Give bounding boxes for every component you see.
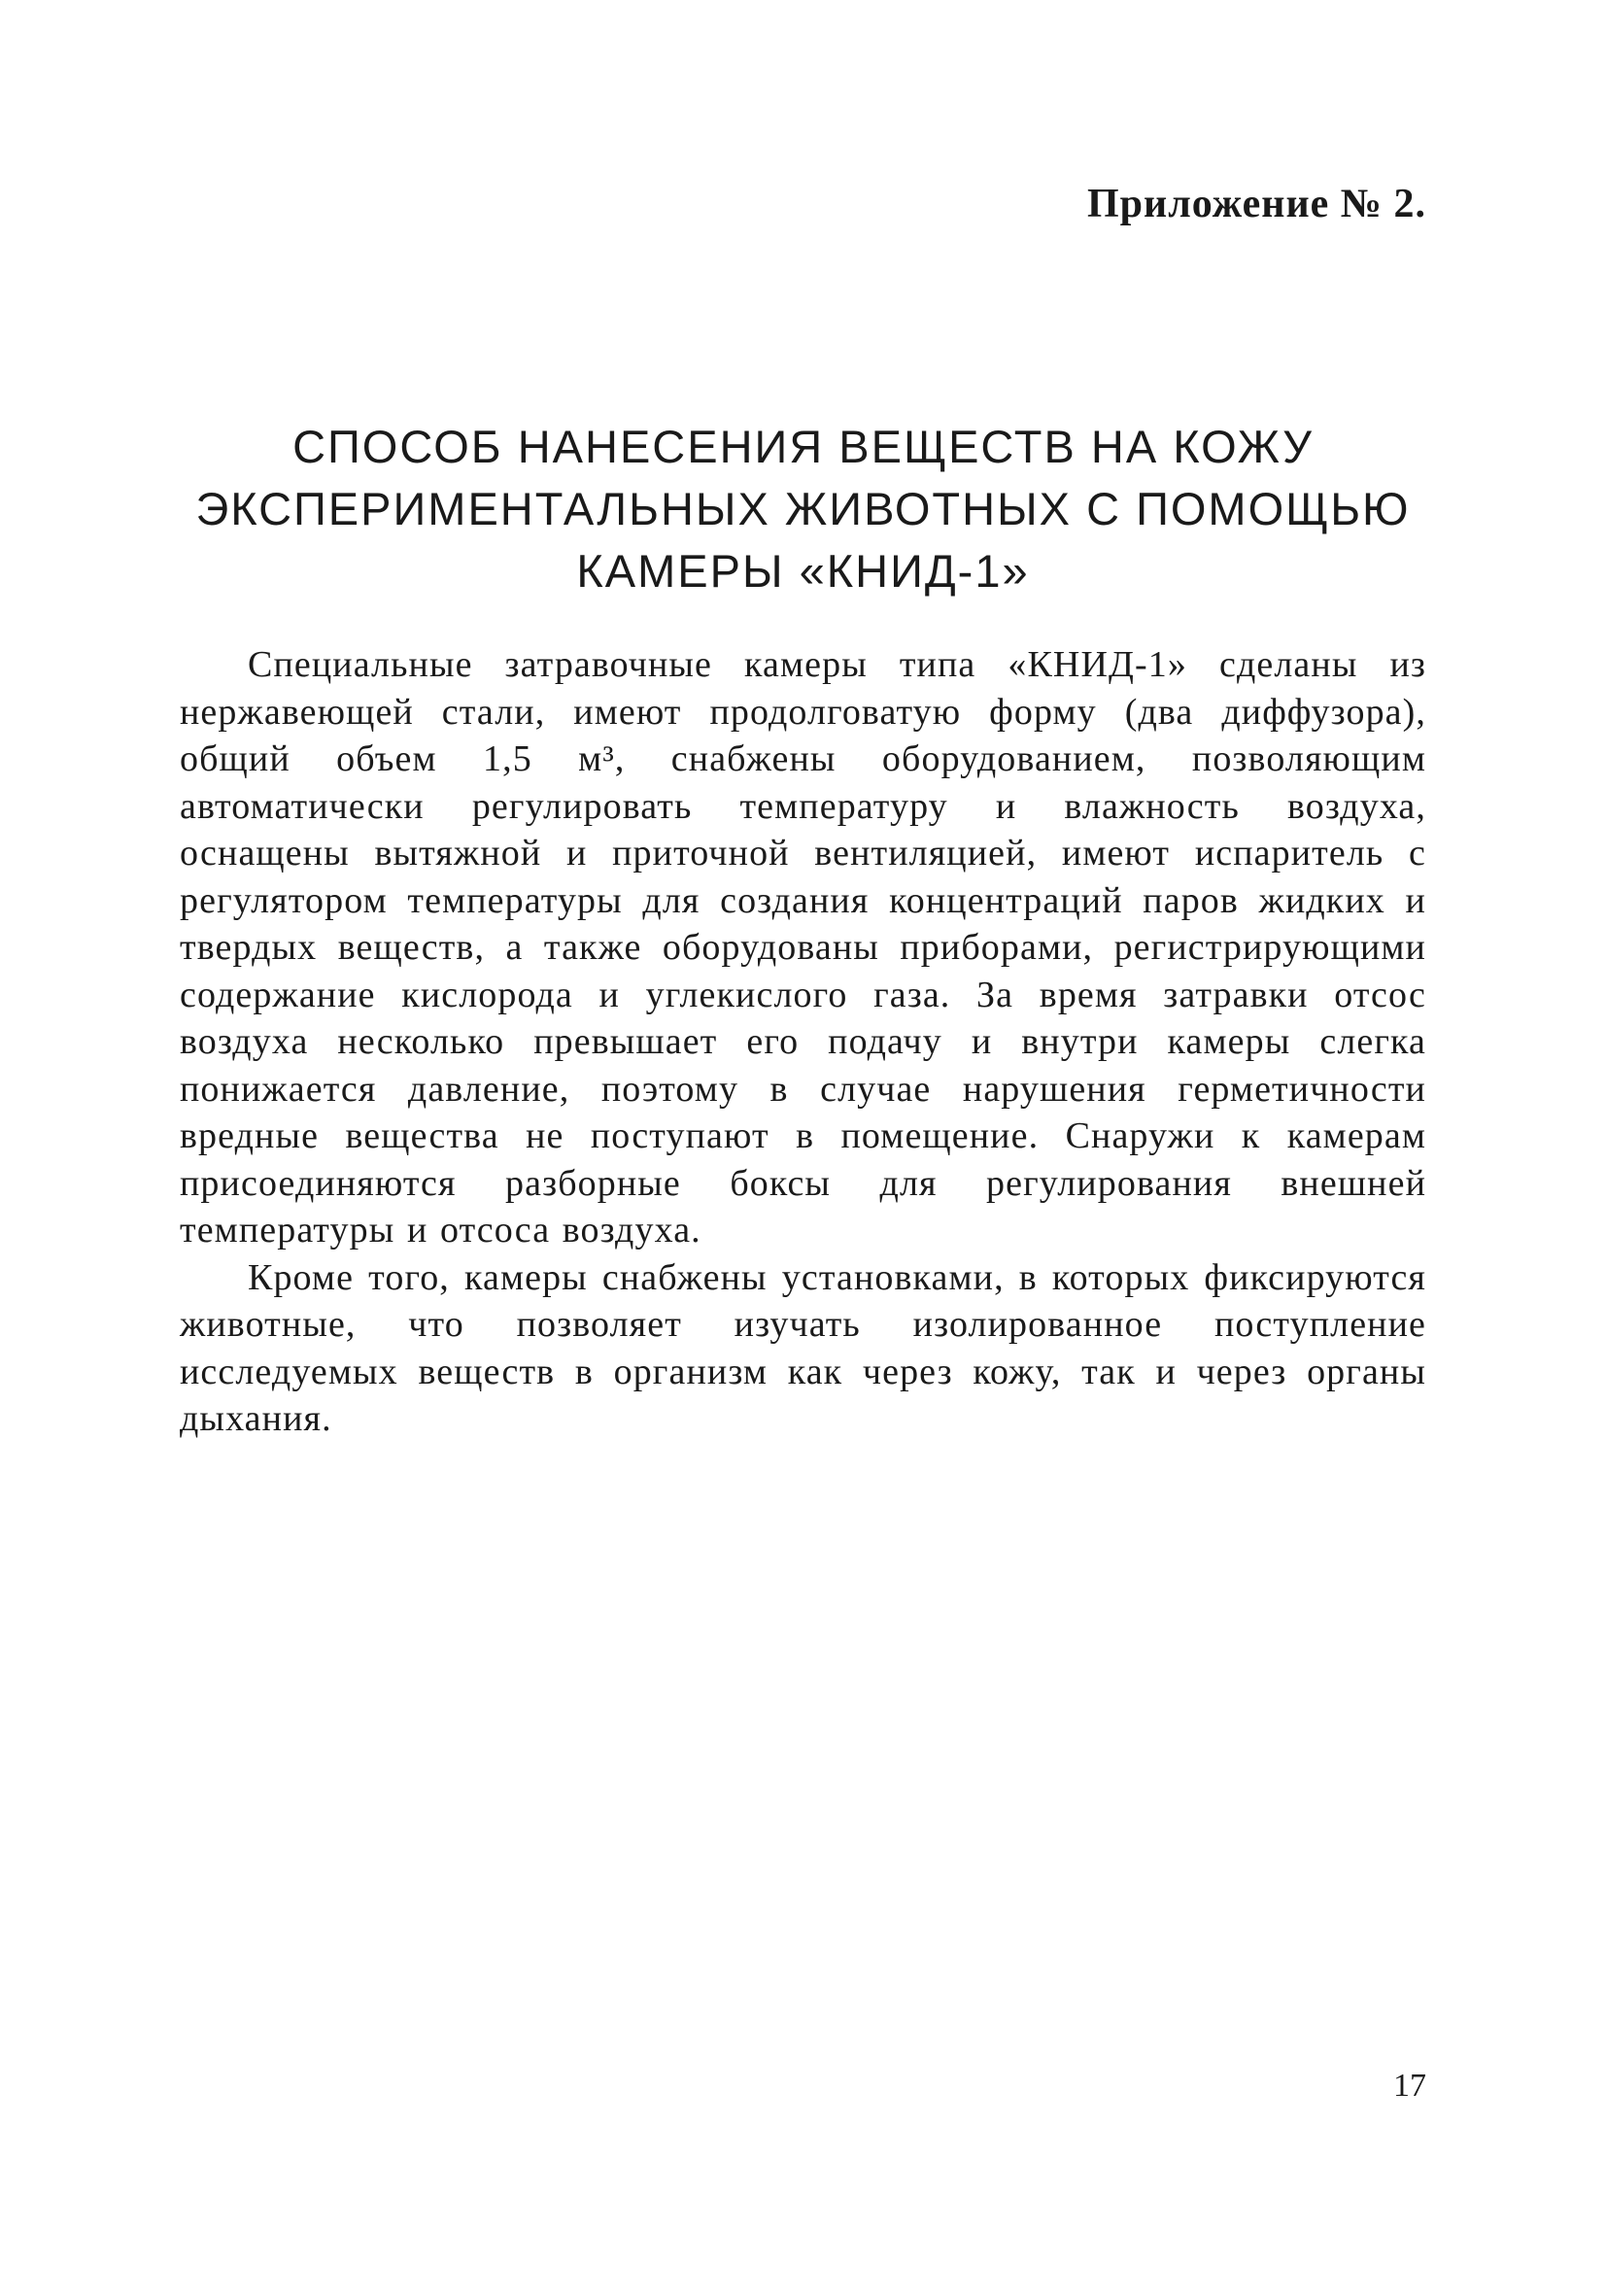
title-line-1: СПОСОБ НАНЕСЕНИЯ ВЕЩЕСТВ НА КОЖУ	[292, 421, 1314, 472]
paragraph-1: Специальные затравочные камеры типа «КНИД-1» сделаны из нержавеющей стали, имеют продолговатую форму (два диффузора), общий объем 1,5 м³, снабжены оборудованием, позволяющим автоматически регулировать температуру и влажность воздуха, оснащены вытяжной и приточной вентиляцией, имеют испаритель с регулятором температуры для создания концентраций паров жидких и твердых веществ, а также оборудованы приборами, регистрирующими содержание кислорода и углекислого газа. За время затравки отсос воздуха несколько превышает его подачу и внутри камеры слегка понижается давление, поэтому в случае нарушения герметичности вредные вещества не поступают в помещение. Снаружи к камерам присоединяются разборные боксы для регулирования внешней температуры и отсоса воздуха.	[180, 644, 1426, 1251]
document-title	[165, 416, 1441, 602]
body-text	[180, 641, 1426, 1443]
paragraph-2: Кроме того, камеры снабжены установками, в которых фиксируются животные, что позволяет изучать изолированное поступление исследуемых веществ в организм как через кожу, так и через органы дыхания.	[180, 1256, 1426, 1439]
title-line-2: ЭКСПЕРИМЕНТАЛЬНЫХ ЖИВОТНЫХ С ПОМОЩЬЮ	[195, 483, 1411, 534]
appendix-label: Приложение № 2.	[1086, 182, 1426, 226]
page-number: 17	[1393, 2068, 1426, 2104]
title-line-3: КАМЕРЫ «КНИД-1»	[576, 545, 1030, 597]
